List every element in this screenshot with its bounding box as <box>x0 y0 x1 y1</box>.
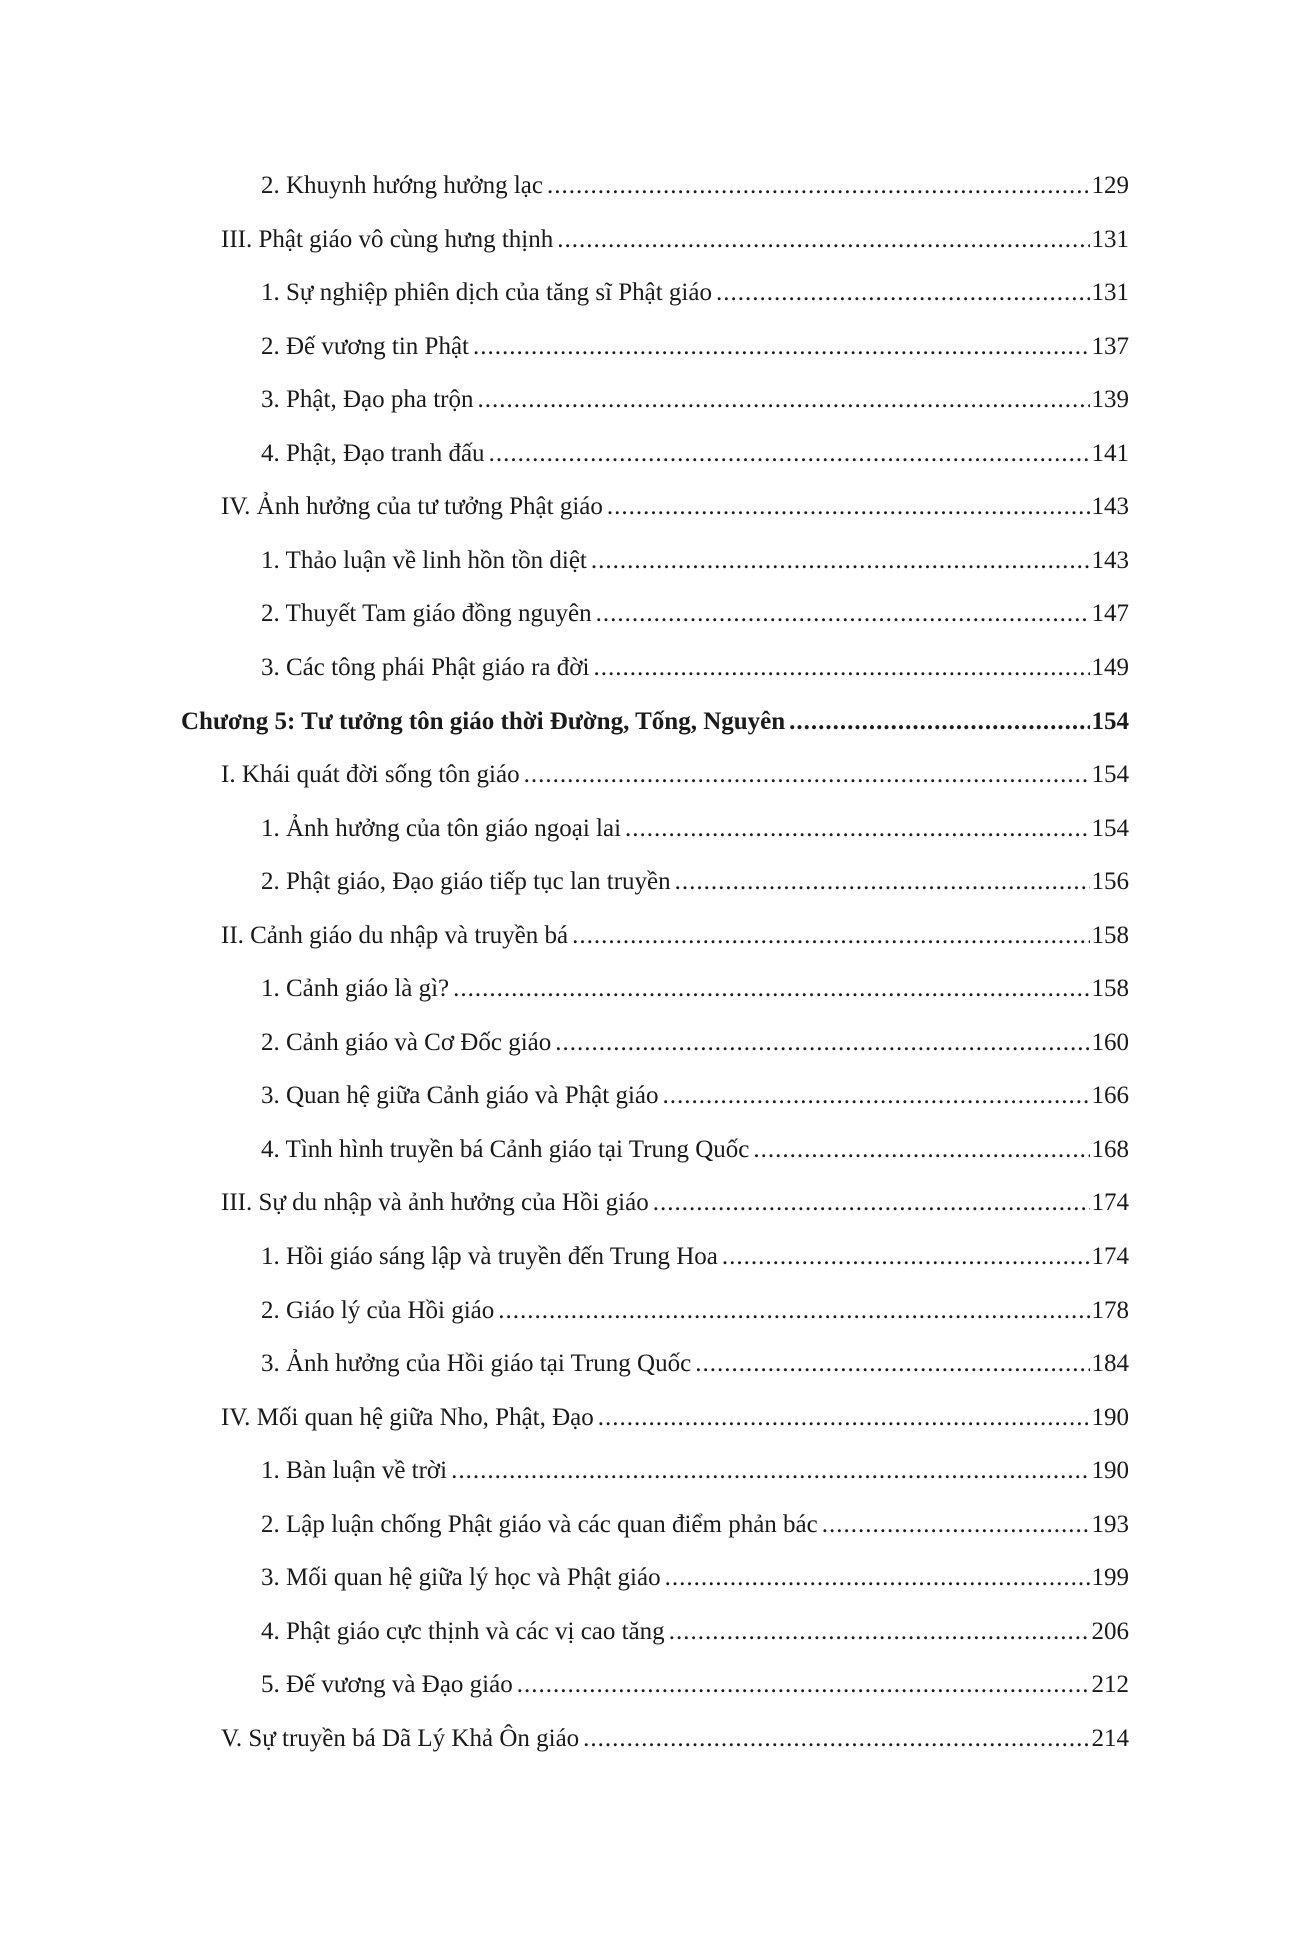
toc-entry-title: II. Cảnh giáo du nhập và truyền bá <box>221 921 569 949</box>
dot-leader <box>753 1136 1089 1164</box>
toc-entry-page-number: 158 <box>1091 975 1129 1003</box>
toc-entry-title: Chương 5: Tư tưởng tôn giáo thời Đường, Tống, Nguyên <box>181 707 786 735</box>
toc-entry-section <box>221 1404 1129 1444</box>
toc-entry-title: 1. Hồi giáo sáng lập và truyền đến Trung Hoa <box>261 1243 718 1270</box>
dot-leader <box>473 333 1089 361</box>
toc-entry-title: 2. Giáo lý của Hồi giáo <box>261 1296 495 1324</box>
toc-entry-page-number: 131 <box>1091 279 1129 307</box>
toc-entry-page-number: 168 <box>1091 1135 1129 1163</box>
toc-entry-title: 1. Cảnh giáo là gì? <box>261 975 450 1003</box>
dot-leader <box>695 1350 1089 1378</box>
toc-entry-section <box>221 761 1129 801</box>
toc-entry-item <box>261 547 1129 587</box>
dot-leader <box>665 1564 1090 1592</box>
dot-leader <box>451 1457 1089 1485</box>
toc-entry-title: 4. Phật giáo cực thịnh và các vị cao tăng <box>261 1617 665 1645</box>
dot-leader <box>547 172 1090 200</box>
dot-leader <box>675 868 1090 896</box>
toc-entry-item <box>261 1618 1129 1658</box>
dot-leader <box>572 922 1089 950</box>
toc-entry-page-number: 154 <box>1091 707 1129 735</box>
toc-entry-title: 1. Ảnh hưởng của tôn giáo ngoại lai <box>261 814 622 842</box>
dot-leader <box>453 975 1089 1003</box>
dot-leader <box>593 654 1089 682</box>
dot-leader <box>591 547 1090 575</box>
toc-entry-section <box>221 1725 1129 1765</box>
toc-entry-page-number: 137 <box>1091 332 1129 360</box>
toc-entry-title: 2. Khuynh hướng hưởng lạc <box>261 172 543 199</box>
dot-leader <box>557 226 1089 254</box>
toc-entry-page-number: 160 <box>1091 1028 1129 1056</box>
toc-entry-title: III. Phật giáo vô cùng hưng thịnh <box>221 225 554 253</box>
toc-entry-title: 2. Phật giáo, Đạo giáo tiếp tục lan truyền <box>261 868 671 896</box>
toc-entry-title: 3. Quan hệ giữa Cảnh giáo và Phật giáo <box>261 1082 659 1110</box>
dot-leader <box>669 1618 1090 1646</box>
toc-entry-page-number: 214 <box>1091 1724 1129 1752</box>
toc-entry-item <box>261 386 1129 426</box>
toc-entry-page-number: 143 <box>1091 546 1129 574</box>
toc-entry-chapter <box>181 708 1129 748</box>
dot-leader <box>489 440 1090 468</box>
toc-entry-title: 2. Thuyết Tam giáo đồng nguyên <box>261 600 592 628</box>
toc-entry-title: 2. Lập luận chống Phật giáo và các quan điểm phản bác <box>261 1510 818 1538</box>
toc-entry-item <box>261 1082 1129 1122</box>
toc-entry-item <box>261 279 1129 319</box>
toc-entry-page-number: 158 <box>1091 921 1129 949</box>
toc-entry-item <box>261 868 1129 908</box>
toc-entry-section <box>221 922 1129 962</box>
toc-entry-page-number: 131 <box>1091 225 1129 253</box>
toc-entry-page-number: 143 <box>1091 493 1129 521</box>
toc-entry-title: V. Sự truyền bá Dã Lý Khả Ôn giáo <box>221 1724 580 1752</box>
dot-leader <box>524 761 1090 789</box>
dot-leader <box>498 1297 1089 1325</box>
toc-entry-title: 3. Phật, Đạo pha trộn <box>261 386 474 414</box>
toc-entry-item <box>261 1243 1129 1283</box>
toc-entry-item <box>261 440 1129 480</box>
dot-leader <box>822 1511 1090 1539</box>
toc-entry-page-number: 174 <box>1091 1189 1129 1217</box>
toc-entry-page-number: 154 <box>1091 761 1129 789</box>
toc-entry-page-number: 199 <box>1091 1564 1129 1592</box>
toc-entry-title: 3. Ảnh hưởng của Hồi giáo tại Trung Quốc <box>261 1350 692 1378</box>
toc-entry-item <box>261 1136 1129 1176</box>
dot-leader <box>596 600 1090 628</box>
dot-leader <box>583 1725 1089 1753</box>
toc-entry-page-number: 193 <box>1091 1510 1129 1538</box>
toc-entry-item <box>261 333 1129 373</box>
dot-leader <box>722 1243 1090 1271</box>
toc-entry-page-number: 141 <box>1091 439 1129 467</box>
toc-entry-item <box>261 600 1129 640</box>
toc-entry-title: 2. Cảnh giáo và Cơ Đốc giáo <box>261 1028 552 1056</box>
toc-entry-item <box>261 1297 1129 1337</box>
toc-entry-item <box>261 172 1129 212</box>
dot-leader <box>607 493 1090 521</box>
toc-entry-title: 3. Mối quan hệ giữa lý học và Phật giáo <box>261 1564 661 1592</box>
toc-entry-page-number: 149 <box>1091 653 1129 681</box>
toc-entry-page-number: 190 <box>1091 1403 1129 1431</box>
toc-entry-page-number: 212 <box>1091 1671 1129 1699</box>
toc-entry-item <box>261 654 1129 694</box>
toc-entry-item <box>261 1564 1129 1604</box>
toc-entry-page-number: 174 <box>1091 1243 1129 1270</box>
toc-entry-item <box>261 1457 1129 1497</box>
toc-entry-page-number: 147 <box>1091 600 1129 628</box>
toc-entry-title: 1. Thảo luận về linh hồn tồn diệt <box>261 546 587 574</box>
toc-entry-title: 4. Tình hình truyền bá Cảnh giáo tại Trung Quốc <box>261 1135 750 1163</box>
dot-leader <box>716 279 1090 307</box>
toc-entry-title: III. Sự du nhập và ảnh hưởng của Hồi giáo <box>221 1189 649 1217</box>
dot-leader <box>477 386 1089 414</box>
dot-leader <box>625 815 1089 843</box>
toc-entry-item <box>261 1350 1129 1390</box>
dot-leader <box>663 1082 1090 1110</box>
toc-entry-title: 4. Phật, Đạo tranh đấu <box>261 439 485 467</box>
dot-leader <box>555 1029 1089 1057</box>
toc-entry-page-number: 129 <box>1091 172 1129 199</box>
toc-entry-item <box>261 975 1129 1015</box>
toc-entry-page-number: 166 <box>1091 1082 1129 1110</box>
toc-entry-section <box>221 493 1129 533</box>
toc-entry-page-number: 206 <box>1091 1617 1129 1645</box>
toc-entry-page-number: 156 <box>1091 868 1129 896</box>
toc-entry-item <box>261 815 1129 855</box>
toc-entry-title: 5. Đế vương và Đạo giáo <box>261 1671 513 1699</box>
toc-entry-title: 1. Bàn luận về trời <box>261 1457 448 1485</box>
toc-entry-page-number: 139 <box>1091 386 1129 414</box>
toc-entry-title: 3. Các tông phái Phật giáo ra đời <box>261 653 590 681</box>
toc-entry-title: 2. Đế vương tin Phật <box>261 332 470 360</box>
toc-entry-item <box>261 1029 1129 1069</box>
dot-leader <box>598 1404 1090 1432</box>
toc-entry-item <box>261 1671 1129 1711</box>
dot-leader <box>653 1189 1090 1217</box>
toc-entry-title: IV. Mối quan hệ giữa Nho, Phật, Đạo <box>221 1403 594 1431</box>
dot-leader <box>789 708 1089 736</box>
toc-entry-title: IV. Ảnh hưởng của tư tưởng Phật giáo <box>221 493 603 521</box>
dot-leader <box>517 1671 1090 1699</box>
toc-entry-section <box>221 1189 1129 1229</box>
toc-entry-page-number: 178 <box>1091 1296 1129 1324</box>
toc-entry-page-number: 190 <box>1091 1457 1129 1485</box>
toc-entry-page-number: 154 <box>1091 814 1129 842</box>
toc-entry-title: 1. Sự nghiệp phiên dịch của tăng sĩ Phật giáo <box>261 279 712 307</box>
toc-entry-title: I. Khái quát đời sống tôn giáo <box>221 761 520 789</box>
toc-entry-section <box>221 226 1129 266</box>
toc-entry-page-number: 184 <box>1091 1350 1129 1378</box>
toc-entry-item <box>261 1511 1129 1551</box>
